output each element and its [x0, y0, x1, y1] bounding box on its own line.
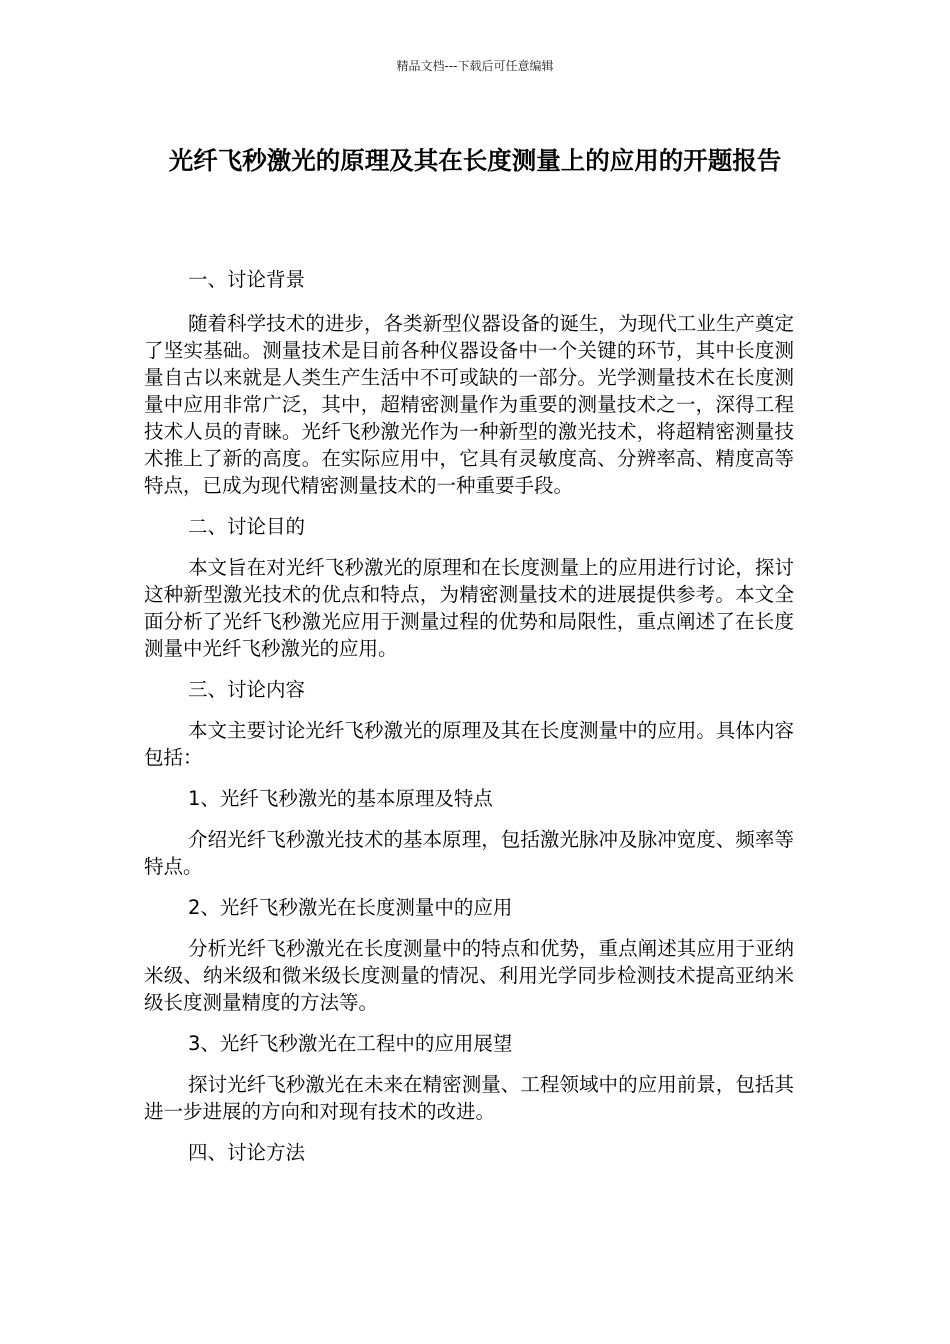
section-heading-content: 三、讨论内容 [188, 678, 306, 701]
paragraph-purpose: 本文旨在对光纤飞秒激光的原理和在长度测量上的应用进行讨论，探讨这种新型激光技术的优点和特点，为精密测量技术的进展提供参考。本文全面分析了光纤飞秒激光应用于测量过程的优势和局限性，重点阐述了在长度测量中光纤飞秒激光的应用。 [144, 556, 794, 660]
paragraph-content-intro: 本文主要讨论光纤飞秒激光的原理及其在长度测量中的应用。具体内容包括： [144, 719, 794, 769]
paragraph-engineering-outlook: 探讨光纤飞秒激光在未来在精密测量、工程领域中的应用前景，包括其进一步进展的方向和对现有技术的改进。 [144, 1073, 794, 1123]
document-title: 光纤飞秒激光的原理及其在长度测量上的应用的开题报告 [168, 146, 782, 175]
section-heading-method: 四、讨论方法 [188, 1141, 306, 1164]
paragraph-length-measurement: 分析光纤飞秒激光在长度测量中的特点和优势，重点阐述其应用于亚纳米级、纳米级和微米级长度测量的情况、利用光学同步检测技术提高亚纳米级长度测量精度的方法等。 [144, 937, 794, 1014]
subsection-heading-length-measurement: 2、光纤飞秒激光在长度测量中的应用 [188, 896, 513, 919]
page-header: 精品文档---下载后可任意编辑 [396, 59, 554, 73]
section-heading-background: 一、讨论背景 [188, 268, 306, 291]
paragraph-background: 随着科学技术的进步，各类新型仪器设备的诞生，为现代工业生产奠定了坚实基础。测量技术是目前各种仪器设备中一个关键的环节，其中长度测量自古以来就是人类生产生活中不可或缺的一部分。光学测量技术在长度测量中应用非常广泛，其中，超精密测量作为重要的测量技术之一，深得工程技术人员的青睐。光纤飞秒激光作为一种新型的激光技术，将超精密测量技术推上了新的高度。在实际应用中，它具有灵敏度高、分辨率高、精度高等特点，已成为现代精密测量技术的一种重要手段。 [144, 312, 794, 497]
subsection-heading-principle: 1、光纤飞秒激光的基本原理及特点 [188, 787, 493, 810]
document-body [144, 266, 794, 1166]
paragraph-principle: 介绍光纤飞秒激光技术的基本原理，包括激光脉冲及脉冲宽度、频率等特点。 [144, 828, 794, 878]
subsection-heading-engineering-outlook: 3、光纤飞秒激光在工程中的应用展望 [188, 1032, 513, 1055]
section-heading-purpose: 二、讨论目的 [188, 515, 306, 538]
